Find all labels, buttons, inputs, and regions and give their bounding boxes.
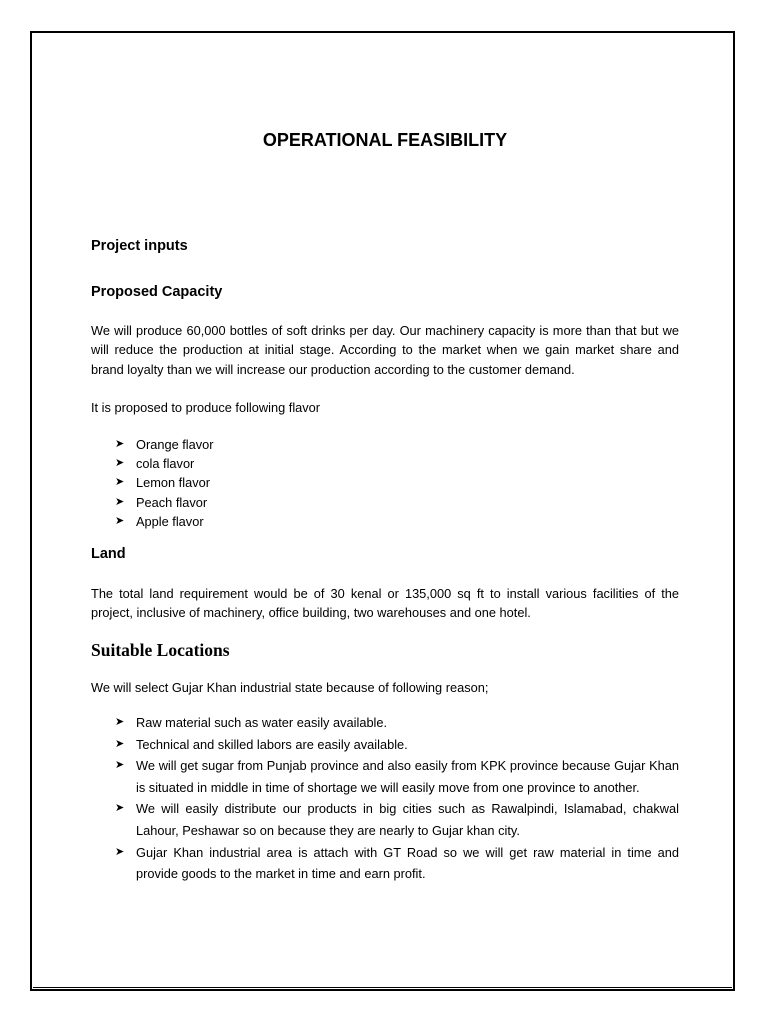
arrowhead-bullet-icon: ➤ — [115, 438, 125, 450]
arrowhead-bullet-icon: ➤ — [115, 514, 125, 527]
project-inputs-heading: Project inputs — [91, 238, 188, 254]
suitable-locations-heading: Suitable Locations — [91, 640, 230, 660]
reason-text: We will easily distribute our products in big cities such as Rawalpindi, Islamabad, chakwal Lahour, Peshawar so on because they are nearly to Gujar khan city. — [136, 801, 679, 838]
proposed-capacity-heading: Proposed Capacity — [91, 284, 223, 300]
list-item — [115, 798, 679, 841]
flavor-label: Apple flavor — [136, 513, 204, 529]
reason-text: We will get sugar from Punjab province and also easily from KPK province because Gujar Khan is situated in middle in time of shortage we will easily move from one province to another. — [136, 758, 679, 795]
arrowhead-bullet-icon: ➤ — [115, 495, 125, 508]
arrowhead-bullet-icon: ➤ — [115, 476, 125, 489]
reason-text: Technical and skilled labors are easily available. — [136, 736, 408, 752]
locations-intro: We will select Gujar Khan industrial state because of following reason; — [91, 680, 489, 695]
land-paragraph: The total land requirement would be of 30 kenal or 135,000 sq ft to install various facilities of the project, inclusive of machinery, office building, two warehouses and one hotel. — [91, 586, 679, 621]
list-item — [115, 842, 679, 885]
flavor-label: Peach flavor — [136, 494, 208, 510]
reason-text: Raw material such as water easily available. — [136, 715, 388, 730]
flavor-intro: It is proposed to produce following flavor — [91, 400, 321, 415]
page-title: OPERATIONAL FEASIBILITY — [262, 130, 508, 150]
list-item — [115, 734, 679, 756]
arrowhead-bullet-icon: ➤ — [115, 737, 125, 750]
arrowhead-bullet-icon: ➤ — [115, 802, 125, 815]
list-item — [115, 435, 214, 454]
list-item — [115, 512, 214, 531]
proposed-capacity-paragraph: We will produce 60,000 bottles of soft drinks per day. Our machinery capacity is more than that but we will reduce the production at initial stage. According to the market when we gain market share and brand loyalty than we will increase our production according to the customer demand. — [91, 323, 679, 377]
reason-list — [115, 712, 679, 885]
flavor-list — [115, 435, 214, 531]
reason-text: Gujar Khan industrial area is attach with GT Road so we will get raw material in time and provide goods to the market in time and earn profit. — [136, 844, 679, 882]
land-heading: Land — [91, 546, 126, 562]
list-item — [115, 755, 679, 798]
flavor-label: Lemon flavor — [136, 475, 210, 491]
list-item — [115, 473, 214, 492]
flavor-label: cola flavor — [136, 456, 195, 472]
list-item — [115, 493, 214, 512]
arrowhead-bullet-icon: ➤ — [115, 457, 125, 470]
arrowhead-bullet-icon: ➤ — [115, 759, 125, 772]
list-item — [115, 712, 679, 734]
flavor-label: Orange flavor — [136, 437, 214, 452]
arrowhead-bullet-icon: ➤ — [115, 845, 125, 858]
list-item — [115, 454, 214, 473]
arrowhead-bullet-icon: ➤ — [115, 716, 125, 728]
